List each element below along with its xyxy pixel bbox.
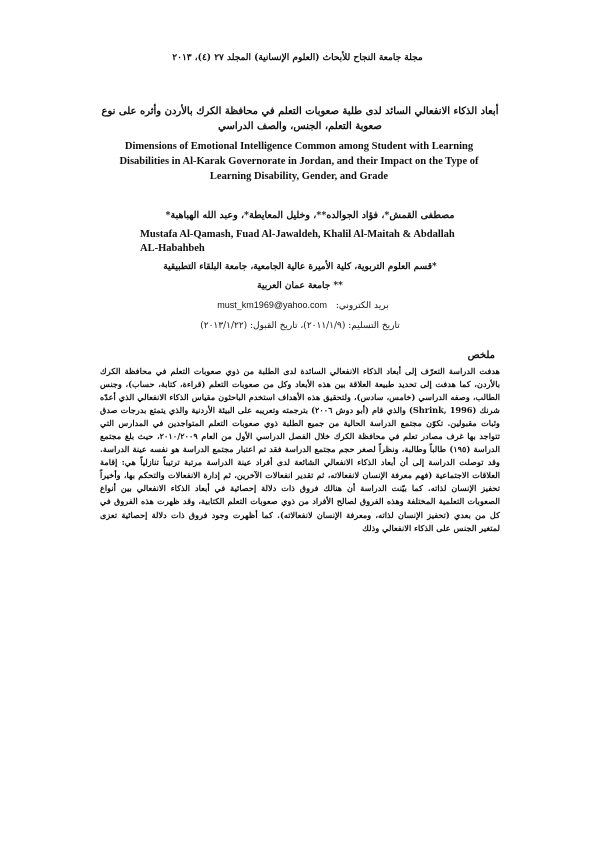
submission-dates: تاريخ التسليم: (٢٠١١/١/٩)، تاريخ القبول: (٢٠١٣/١/٢٢) xyxy=(200,321,400,331)
english-title: Dimensions of Emotional Intelligence Common among Student with Learning Disabilities in Al-Karak Governorate in Jordan, and their Impact on the Type of Learning Disability, Gender, and Grade xyxy=(119,141,479,182)
abstract-body: هدفت الدراسة التعرّف إلى أبعاد الذكاء الانفعالي السائدة لدى الطلبة من ذوي صعوبات التعلم في محافظة الكرك بالأردن، كما هدفت إلى تحديد طبيعة العلاقة بين هذه الأبعاد وكل من صعوبات التعلم (قراءة، كتابة، حساب)، وجنس الطالب، وصفه الدراسي (خامس، سادس)، ولتحقيق هذه الأهداف استخدم الباحثون مقياس الذكاء الانفعالي الذي أعدّه شرنك (Shrink, 1996) والذي قام (أبو دوش ٢٠٠٦) بترجمته وتعريبه على البيئة الأردنية والذي يتمتع بدرجات صدق وثبات مقبولين. تكوّن مجتمع الدراسة الحالية من جميع الطلبة ذوي صعوبات التعلم المتواجدين في المدارس التي تتواجد بها غرف مصادر تعلم في محافظة الكرك خلال الفصل الدراسي الأول من العام ٢٠١٠/٢٠٠٩، حيث بلغ مجتمع الدراسة (١٩٥) طالباً وطالبة، ونظراً لصغر حجم مجتمع الدراسة فقد تم اعتبار مجتمع الدراسة هو نفسه عينة الدراسة. وقد توصلت الدراسة إلى أن أبعاد الذكاء الانفعالي الشائعة لدى أفراد عينة الدراسة مرتبة ترتيباً تنازلياً هي: إقامة العلاقات الاجتماعية (فهم معرفة الإنسان لانفعالاته، ثم تقدير انفعالات الآخرين، ثم إدارة الانفعالات والتحكم بها، وأخيراً تحفيز الإنسان لذاته. كما بيّنت الدراسة أن هنالك فروق ذات دلالة إحصائية في أبعاد الذكاء الانفعالي بين أنواع الصعوبات التعلمية المختلفة وهذه الفروق لصالح الأفراد من ذوي صعوبات التعلم الكتابية، وقد ظهرت هذه الفروق في كل من بعدي (تحفيز الإنسان لذاته، ومعرفة الإنسان لانفعالاته). كما أظهرت وجود فروق ذات دلالة إحصائية تعزى لمتغير الجنس على الذكاء الانفعالي وذلك xyxy=(100,366,501,533)
contact-line xyxy=(150,300,450,311)
arabic-authors: مصطفى القمش*، فؤاد الجوالده**، وخليل المعايطة*، وعبد الله الهباهبة* xyxy=(165,210,455,221)
journal-header: مجلة جامعة النجاح للأبحاث (العلوم الإنسانية) المجلد ٢٧ (٤)، ٢٠١٣ xyxy=(172,53,423,63)
english-authors: Mustafa Al-Qamash, Fuad Al-Jawaldeh, Khalil Al-Maitah & Abdallah AL-Habahbeh xyxy=(140,229,455,254)
email-address[interactable]: must_km1969@yahoo.com xyxy=(217,300,327,310)
email-label: بريد الكتروني: xyxy=(335,301,389,311)
arabic-title: أبعاد الذكاء الانفعالي السائد لدى طلبة صعوبات التعلم في محافظة الكرك بالأردن وأثره على نوع صعوبة التعلم، الجنس، والصف الدراسي xyxy=(101,106,499,132)
affiliation-secondary: ** جامعة عمان العربية xyxy=(257,281,343,291)
affiliation-primary: *قسم العلوم التربوية، كلية الأميرة عالية الجامعية، جامعة البلقاء التطبيقية xyxy=(163,262,437,272)
abstract-heading: ملخص xyxy=(467,350,495,361)
